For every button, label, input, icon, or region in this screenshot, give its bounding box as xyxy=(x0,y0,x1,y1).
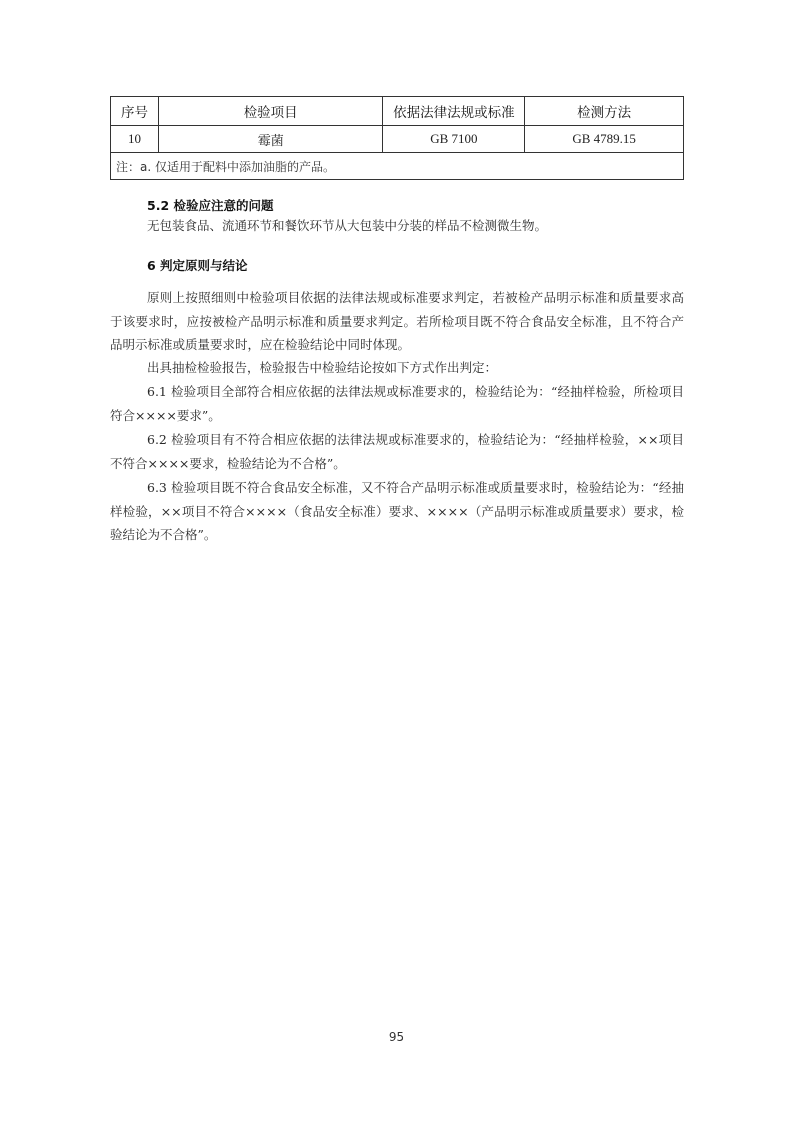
section-6-paragraph-2: 出具抽检检验报告，检验报告中检验结论按如下方式作出判定： xyxy=(147,360,498,375)
cell-serial-no: 10 xyxy=(111,126,159,153)
header-serial-no: 序号 xyxy=(111,97,159,126)
section-5-2-text: 无包装食品、流通环节和餐饮环节从大包装中分装的样品不检测微生物。 xyxy=(147,218,548,233)
header-test-method: 检测方法 xyxy=(525,97,684,126)
table-header-row xyxy=(111,97,684,126)
clause-6-2: 6.2 检验项目有不符合相应依据的法律法规或标准要求的，检验结论为：“经抽样检验，××项目不符合××××要求，检验结论为不合格”。 xyxy=(110,432,684,471)
header-inspection-item: 检验项目 xyxy=(158,97,383,126)
cell-test-method: GB 4789.15 xyxy=(525,126,684,153)
table-row xyxy=(111,126,684,153)
section-6-paragraph-1: 原则上按照细则中检验项目依据的法律法规或标准要求判定，若被检产品明示标准和质量要求高于该要求时，应按被检产品明示标准和质量要求判定。若所检项目既不符合食品安全标准，且不符合产品明示标准或质量要求时，应在检验结论中同时体现。 xyxy=(110,290,684,352)
cell-legal-basis: GB 7100 xyxy=(383,126,525,153)
inspection-table xyxy=(110,96,684,180)
table-note-row xyxy=(111,153,684,180)
section-6-heading: 6 判定原则与结论 xyxy=(147,258,248,273)
page-number: 95 xyxy=(388,1030,405,1044)
table-note: 注：a. 仅适用于配料中添加油脂的产品。 xyxy=(111,153,684,180)
cell-inspection-item: 霉菌 xyxy=(158,126,383,153)
clause-6-1: 6.1 检验项目全部符合相应依据的法律法规或标准要求的，检验结论为：“经抽样检验，所检项目符合××××要求”。 xyxy=(110,384,684,423)
header-legal-basis: 依据法律法规或标准 xyxy=(383,97,525,126)
section-5-2-heading: 5.2 检验应注意的问题 xyxy=(147,198,274,213)
clause-6-3: 6.3 检验项目既不符合食品安全标准，又不符合产品明示标准或质量要求时，检验结论为：“经抽样检验，××项目不符合××××（食品安全标准）要求、××××（产品明示标准或质量要求）要求，检验结论为不合格”。 xyxy=(110,480,684,542)
